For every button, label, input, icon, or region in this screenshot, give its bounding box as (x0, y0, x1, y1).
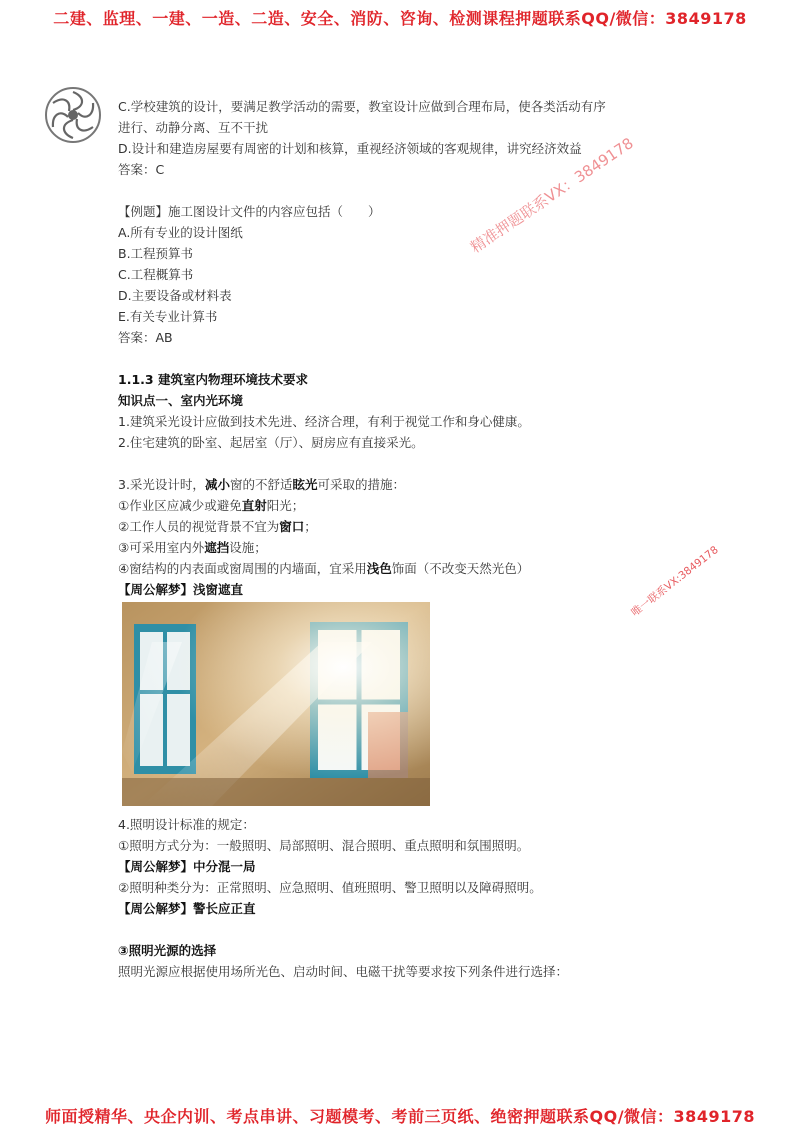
diagonal-watermark-large: 精准押题联系VX：3849178 (467, 134, 637, 257)
m4-text-c: 饰面（不改变天然光色） (391, 561, 530, 576)
mnemonic-3: 【周公解梦】警长应正直 (118, 901, 256, 916)
q2-option-b: B.工程预算书 (118, 246, 194, 261)
p3-text-a: 3.采光设计时， (118, 477, 205, 492)
paragraph-4: 4.照明设计标准的规定： (118, 817, 255, 832)
measure-1 (118, 495, 678, 516)
q1-answer: 答案：C (118, 162, 165, 177)
m3-bold: 遮挡 (204, 540, 230, 555)
q2-stem: 【例题】施工图设计文件的内容应包括（ ） (118, 204, 381, 219)
lighting-method: ①照明方式分为：一般照明、局部照明、混合照明、重点照明和氛围照明。 (118, 838, 530, 853)
section-title: 1.1.3 建筑室内物理环境技术要求 (118, 372, 308, 387)
m2-text-a: ②工作人员的视觉背景不宜为 (118, 519, 280, 534)
m1-text-c: 阳光； (266, 498, 305, 513)
mnemonic-1: 【周公解梦】浅窗遮直 (118, 582, 244, 597)
measure-2 (118, 516, 678, 537)
q2-option-a: A.所有专业的设计图纸 (118, 225, 243, 240)
bottom-banner: 师面授精华、央企内训、考点串讲、习题模考、考前三页纸、绝密押题联系QQ/微信：3849178 (45, 1107, 755, 1126)
sub-section-title: ③照明光源的选择 (118, 943, 217, 958)
q2-answer: 答案：AB (118, 330, 173, 345)
paragraph-3 (118, 474, 678, 495)
sunlit-window-photo (122, 602, 430, 806)
paragraph-2: 2.住宅建筑的卧室、起居室（厅）、厨房应有直接采光。 (118, 435, 424, 450)
top-banner: 二建、监理、一建、一造、二造、安全、消防、咨询、检测课程押题联系QQ/微信：3849178 (53, 9, 747, 28)
p3-bold-reduce: 减小 (204, 477, 230, 492)
m3-text-a: ③可采用室内外 (118, 540, 205, 555)
q1-option-c-line1: C.学校建筑的设计，要满足教学活动的需要，教室设计应做到合理布局，使各类活动有序 (118, 99, 606, 114)
q2-option-d: D.主要设备或材料表 (118, 288, 232, 303)
m2-bold: 窗口 (279, 519, 305, 534)
lighting-type: ②照明种类分为：正常照明、应急照明、值班照明、警卫照明以及障碍照明。 (118, 880, 542, 895)
paragraph-5: 照明光源应根据使用场所光色、启动时间、电磁干扰等要求按下列条件进行选择： (118, 964, 569, 979)
q2-option-e: E.有关专业计算书 (118, 309, 218, 324)
m2-text-c: ； (304, 519, 317, 534)
m1-bold: 直射 (241, 498, 267, 513)
p3-text-e: 可采取的措施： (317, 477, 405, 492)
m3-text-c: 设施； (229, 540, 267, 555)
document-body (118, 96, 678, 982)
spiral-logo-icon (44, 86, 102, 144)
q2-option-c: C.工程概算书 (118, 267, 194, 282)
m4-bold: 浅色 (366, 561, 392, 576)
paragraph-1: 1.建筑采光设计应做到技术先进、经济合理，有利于视觉工作和身心健康。 (118, 414, 530, 429)
q1-option-d: D.设计和建造房屋要有周密的计划和核算，重视经济领域的客观规律，讲究经济效益 (118, 141, 582, 156)
mnemonic-2: 【周公解梦】中分混一局 (118, 859, 256, 874)
diagonal-watermark-small: 唯一联系VX:3849178 (629, 543, 721, 620)
knowledge-point-title: 知识点一、室内光环境 (118, 393, 244, 408)
measure-4 (118, 558, 678, 579)
p3-bold-glare: 眩光 (292, 477, 318, 492)
p3-text-c: 窗的不舒适 (229, 477, 293, 492)
m4-text-a: ④窗结构的内表面或窗周围的内墙面，宜采用 (118, 561, 367, 576)
q1-option-c-line2: 进行、动静分离、互不干扰 (118, 120, 269, 135)
measure-3 (118, 537, 678, 558)
m1-text-a: ①作业区应减少或避免 (118, 498, 242, 513)
